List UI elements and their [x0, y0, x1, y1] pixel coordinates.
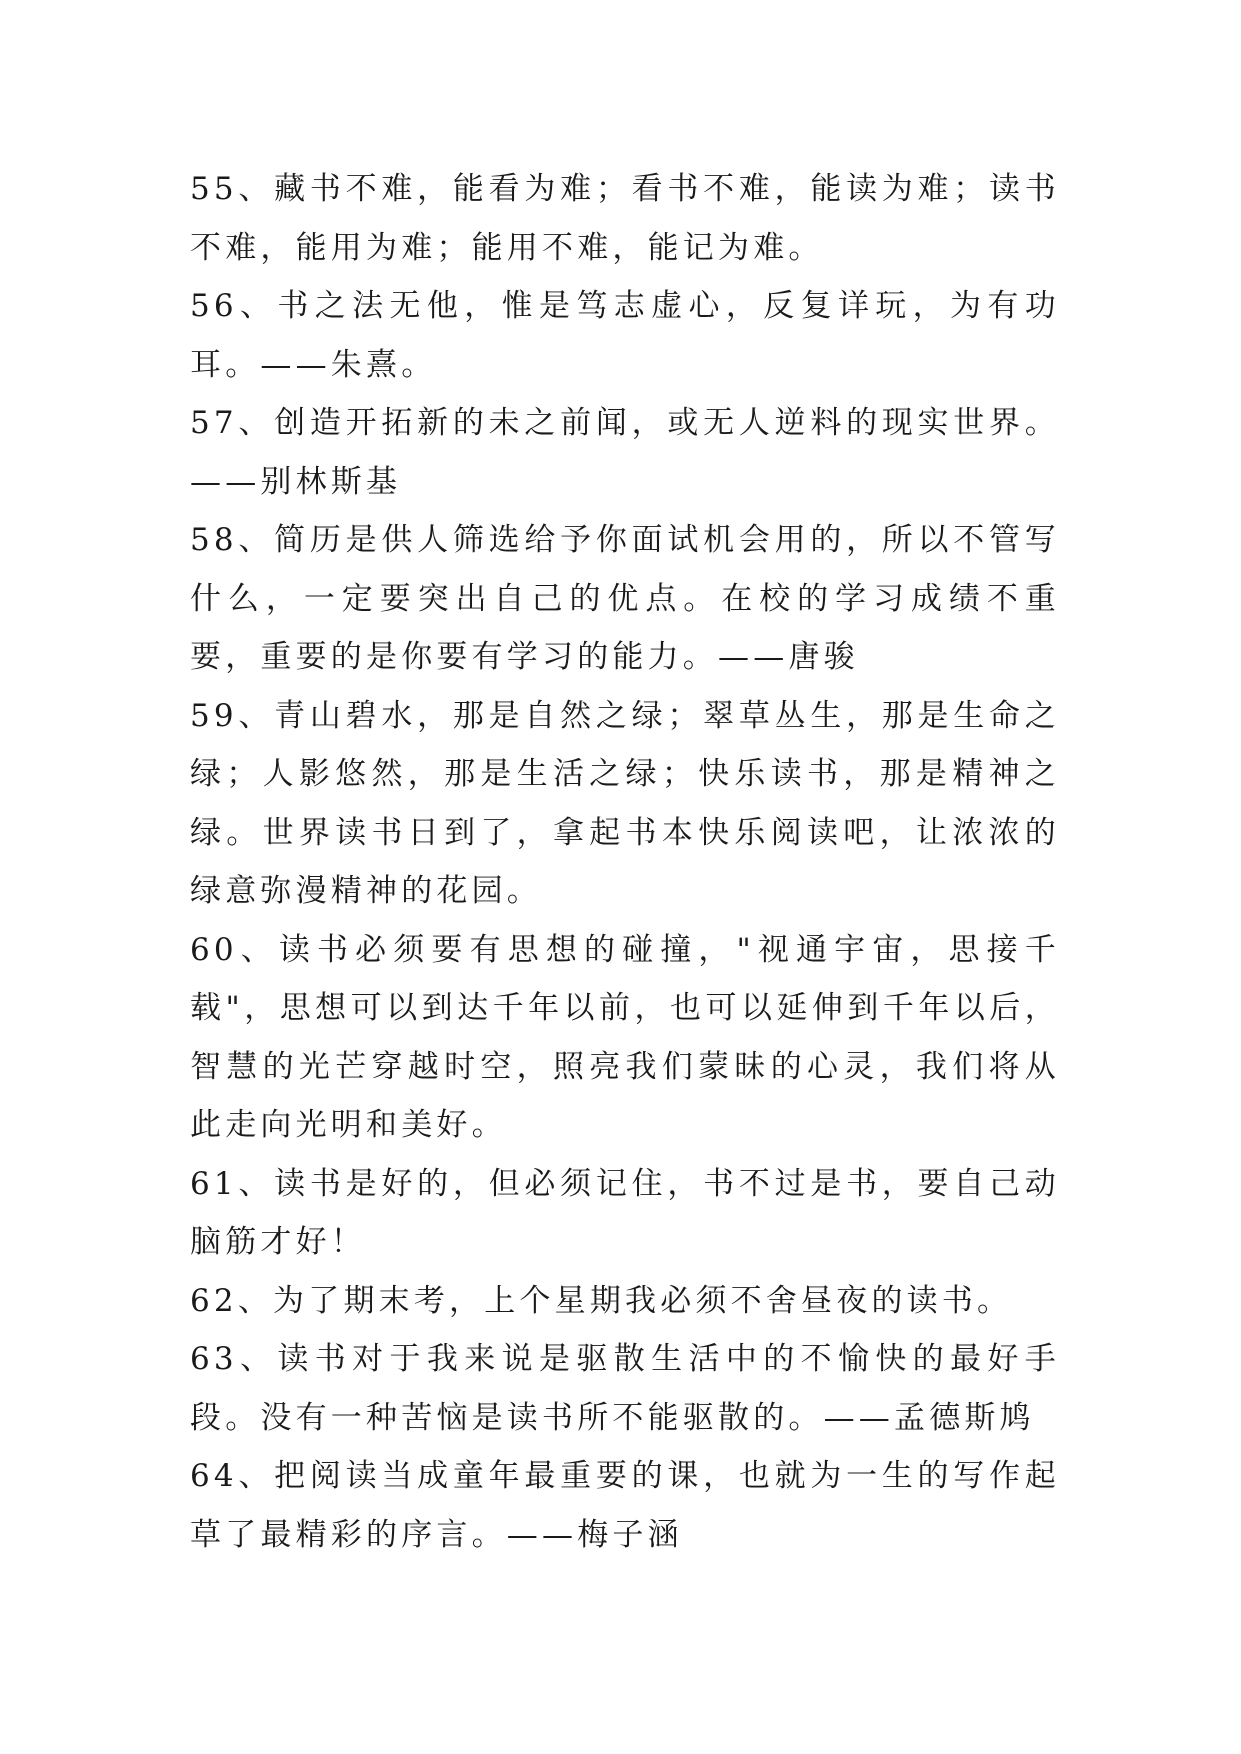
quote-list — [190, 160, 1060, 1564]
quote-59: 59、青山碧水，那是自然之绿；翠草丛生，那是生命之绿；人影悠然，那是生活之绿；快乐读书，那是精神之绿。世界读书日到了，拿起书本快乐阅读吧，让浓浓的绿意弥漫精神的花园。 — [190, 697, 1060, 909]
quote-58: 58、简历是供人筛选给予你面试机会用的，所以不管写什么，一定要突出自己的优点。在校的学习成绩不重要，重要的是你要有学习的能力。——唐骏 — [190, 522, 1060, 675]
quote-55: 55、藏书不难，能看为难；看书不难，能读为难；读书不难，能用为难；能用不难，能记为难。 — [190, 171, 1060, 266]
quote-56: 56、书之法无他，惟是笃志虚心，反复详玩，为有功耳。——朱熹。 — [190, 288, 1060, 383]
quote-62: 62、为了期末考，上个星期我必须不舍昼夜的读书。 — [190, 1282, 1013, 1319]
quote-60: 60、读书必须要有思想的碰撞，"视通宇宙，思接千载"，思想可以到达千年以前，也可以延伸到千年以后，智慧的光芒穿越时空，照亮我们蒙昧的心灵，我们将从此走向光明和美好。 — [190, 931, 1060, 1143]
quote-61: 61、读书是好的，但必须记住，书不过是书，要自己动脑筋才好！ — [190, 1165, 1060, 1260]
quote-63: 63、读书对于我来说是驱散生活中的不愉快的最好手段。没有一种苦恼是读书所不能驱散的。——孟德斯鸠 — [190, 1341, 1060, 1436]
quote-64: 64、把阅读当成童年最重要的课，也就为一生的写作起草了最精彩的序言。——梅子涵 — [190, 1458, 1060, 1553]
quote-57: 57、创造开拓新的未之前闻，或无人逆料的现实世界。——别林斯基 — [190, 405, 1060, 500]
